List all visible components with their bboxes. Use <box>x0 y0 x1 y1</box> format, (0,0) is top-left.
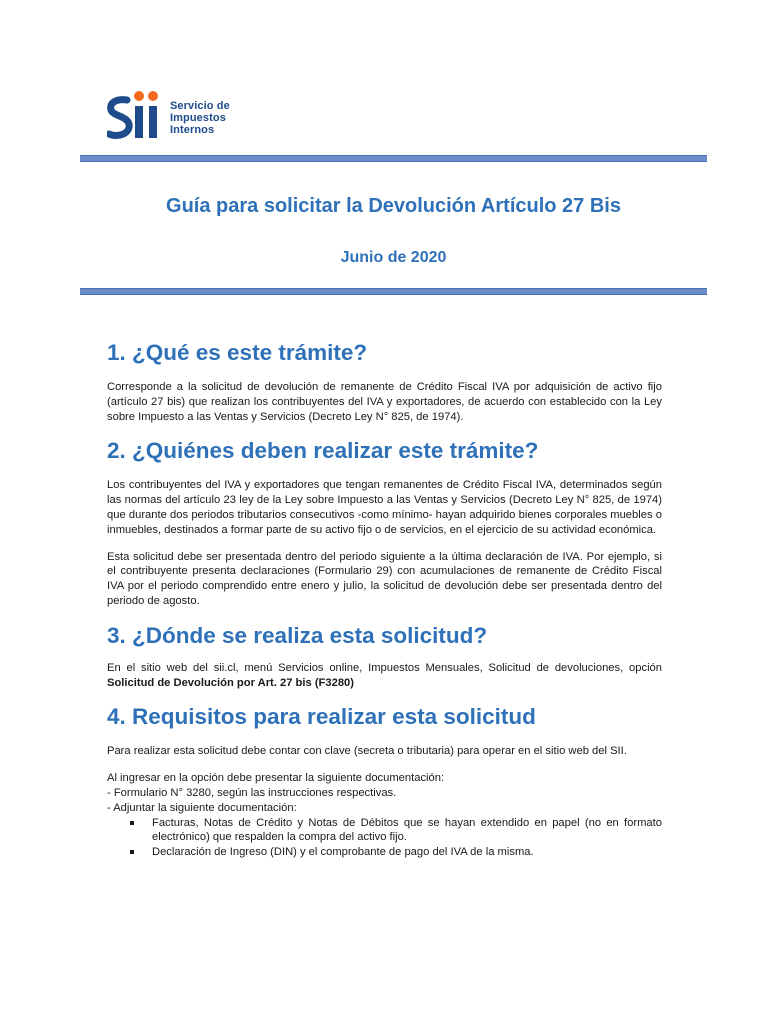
logo-wordmark <box>170 100 230 136</box>
requirements-line: - Formulario N° 3280, según las instrucciones respectivas. <box>107 786 397 799</box>
requirements-line: - Adjuntar la siguiente documentación: <box>107 801 297 814</box>
title-divider <box>80 288 707 295</box>
section-que-es <box>107 338 662 424</box>
document-title: Guía para solicitar la Devolución Artículo 27 Bis <box>166 195 621 217</box>
section-requisitos <box>107 702 662 860</box>
logo-line-2: Impuestos <box>170 112 226 124</box>
document-date: Junio de 2020 <box>340 249 447 266</box>
section-heading: 2. ¿Quiénes deben realizar este trámite? <box>107 438 539 464</box>
section-paragraph: Corresponde a la solicitud de devolución de remanente de Crédito Fiscal IVA por adquisición de activo fijo (artículo 27 bis) que realizan los contribuyentes del IVA y exportadores, de acuerdo con establecido con la Ley sobre Impuesto a las Ventas y Servicios (Decreto Ley N° 825, de 1974). <box>107 381 662 423</box>
bullet-item <box>127 816 662 846</box>
bullet-item <box>127 845 662 860</box>
document-body <box>107 338 662 870</box>
sii-logo-mark <box>107 88 165 140</box>
section-paragraph: Para realizar esta solicitud debe contar con clave (secreta o tributaria) para operar en el sitio web del SII. <box>107 745 627 758</box>
square-bullet-icon <box>130 821 134 825</box>
documents-bullet-list <box>107 816 662 860</box>
bullet-text: Declaración de Ingreso (DIN) y el comprobante de pago del IVA de la misma. <box>152 846 534 859</box>
requirements-list <box>107 771 662 815</box>
top-divider <box>80 155 707 162</box>
form-option-name: Solicitud de Devolución por Art. 27 bis (F3280) <box>107 676 354 689</box>
section-quienes <box>107 436 662 608</box>
section-heading: 1. ¿Qué es este trámite? <box>107 340 368 365</box>
section-heading: 4. Requisitos para realizar esta solicitud <box>107 704 536 730</box>
requirements-line: Al ingresar en la opción debe presentar la siguiente documentación: <box>107 772 445 785</box>
section-paragraph: Los contribuyentes del IVA y exportadores que tengan remanentes de Crédito Fiscal IVA, determinados según las normas del artículo 23 ley de la Ley sobre Impuesto a las Ventas y Servicios (Decreto Ley N° 825, de 1974) que durante dos periodos tributarios consecutivos -como mínimo- hayan adquirido bienes corporales muebles o inmuebles, destinados a formar parte de su activo fijo o de servicios, en el ejercicio de su actividad económica. <box>107 479 662 536</box>
logo-line-3: Internos <box>170 124 215 136</box>
logo-line-1: Servicio de <box>170 100 230 112</box>
section-heading: 3. ¿Dónde se realiza esta solicitud? <box>107 622 488 648</box>
sii-logo <box>107 88 267 140</box>
square-bullet-icon <box>130 850 134 854</box>
section-paragraph <box>107 661 662 691</box>
section-paragraph: Esta solicitud debe ser presentada dentro del periodo siguiente a la última declaración de IVA. Por ejemplo, si el contribuyente presenta declaraciones (Formulario 29) con acumulaciones de remanente de Crédito Fiscal IVA por el periodo comprendido entre enero y julio, la solicitud de devolución debe ser presentada dentro del periodo de agosto. <box>107 550 662 607</box>
section-donde <box>107 621 662 691</box>
section-text: En el sitio web del sii.cl, menú Servicios online, Impuestos Mensuales, Solicitud de devoluciones, opción <box>107 661 662 674</box>
bullet-text: Facturas, Notas de Crédito y Notas de Débitos que se hayan extendido en papel (no en formato electrónico) que respalden la compra del activo fijo. <box>152 816 662 844</box>
